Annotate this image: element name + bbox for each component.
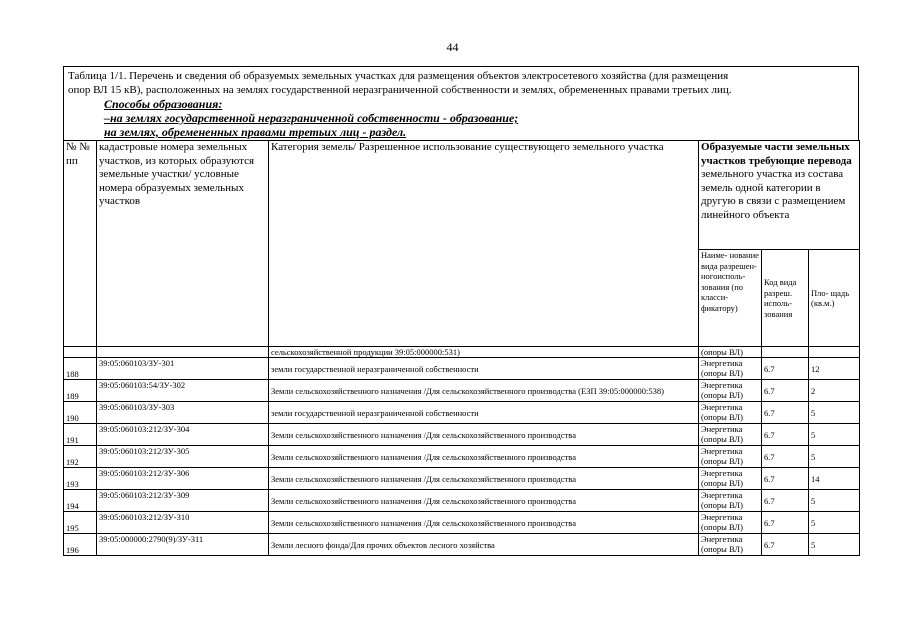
row-cadastral: 39:05:060103:212/ЗУ-306 xyxy=(97,468,269,490)
header-cadastral: кадастровые номера земельных участков, из которых образуются земельные участки/ условные номера образуемых земельных участков xyxy=(97,141,269,347)
row-use-code: 6.7 xyxy=(762,402,809,424)
row-category: Земли сельскохозяйственного назначения /Для сельскохозяйственного производства xyxy=(269,468,699,490)
row-area: 14 xyxy=(809,468,860,490)
row-number: 193 xyxy=(64,468,97,490)
row-area: 5 xyxy=(809,534,860,556)
row-use-name: Энергетика (опоры ВЛ) xyxy=(699,424,762,446)
table-row xyxy=(64,446,860,468)
row-number: 192 xyxy=(64,446,97,468)
caption-line-1: Таблица 1/1. Перечень и сведения об образуемых земельных участках для размещения объектов электросетевого хозяйства (для размещения xyxy=(68,70,729,82)
continuation-category: сельскохозяйственной продукции 39:05:000000:531) xyxy=(269,347,699,358)
row-area: 5 xyxy=(809,446,860,468)
row-number: 188 xyxy=(64,358,97,380)
subheader-code: Код вида разреш. исполь- зования xyxy=(762,250,809,347)
header-category: Категория земель/ Разрешенное использование существующего земельного участка xyxy=(269,141,699,347)
row-category: земли государственной неразграниченной собственности xyxy=(269,358,699,380)
subheader-name: Наиме- нование вида разрешен- ногоисполь- зования (по класси- фикатору) xyxy=(699,250,762,347)
row-number: 190 xyxy=(64,402,97,424)
row-use-name: Энергетика (опоры ВЛ) xyxy=(699,402,762,424)
row-category: Земли сельскохозяйственного назначения /Для сельскохозяйственного производства xyxy=(269,446,699,468)
row-use-name: Энергетика (опоры ВЛ) xyxy=(699,380,762,402)
row-category: Земли сельскохозяйственного назначения /Для сельскохозяйственного производства (ЕЗП 39:05:000000:538) xyxy=(269,380,699,402)
row-use-name: Энергетика (опоры ВЛ) xyxy=(699,446,762,468)
header-num: № № пп xyxy=(64,141,97,347)
row-cadastral: 39:05:060103:212/ЗУ-309 xyxy=(97,490,269,512)
way-1: –на землях государственной неразграниченной собственности - образование; xyxy=(104,111,519,125)
table-row xyxy=(64,468,860,490)
table-row xyxy=(64,380,860,402)
row-area: 5 xyxy=(809,490,860,512)
row-number: 196 xyxy=(64,534,97,556)
row-use-code: 6.7 xyxy=(762,512,809,534)
row-use-name: Энергетика (опоры ВЛ) xyxy=(699,358,762,380)
caption-line-2: опор ВЛ 15 кВ), расположенных на землях государственной неразграниченной собственности и землях, обремененных правами третьих лиц. xyxy=(68,84,732,96)
row-use-name: Энергетика (опоры ВЛ) xyxy=(699,468,762,490)
header-parts xyxy=(699,141,860,250)
continuation-row xyxy=(64,347,860,358)
table-row xyxy=(64,490,860,512)
row-area: 5 xyxy=(809,512,860,534)
row-use-name: Энергетика (опоры ВЛ) xyxy=(699,490,762,512)
row-area: 5 xyxy=(809,402,860,424)
row-use-code: 6.7 xyxy=(762,468,809,490)
row-number: 195 xyxy=(64,512,97,534)
row-category: земли государственной неразграниченной собственности xyxy=(269,402,699,424)
row-category: Земли лесного фонда/Для прочих объектов лесного хозяйства xyxy=(269,534,699,556)
row-use-name: Энергетика (опоры ВЛ) xyxy=(699,512,762,534)
row-cadastral: 39:05:060103:212/ЗУ-305 xyxy=(97,446,269,468)
table-row xyxy=(64,402,860,424)
row-number: 194 xyxy=(64,490,97,512)
row-use-code: 6.7 xyxy=(762,380,809,402)
header-parts-bold: Образуемые части земельных участков требующие перевода xyxy=(701,141,852,167)
row-use-code: 6.7 xyxy=(762,424,809,446)
row-use-code: 6.7 xyxy=(762,490,809,512)
header-parts-rest: земельного участка из состава земель одной категории в другую в связи с размещением линейного объекта xyxy=(701,168,846,221)
row-use-name: Энергетика (опоры ВЛ) xyxy=(699,534,762,556)
document-table-section xyxy=(63,66,859,556)
row-category: Земли сельскохозяйственного назначения /Для сельскохозяйственного производства xyxy=(269,512,699,534)
row-cadastral: 39:05:060103:212/ЗУ-304 xyxy=(97,424,269,446)
page-number: 44 xyxy=(446,40,459,54)
continuation-name: (опоры ВЛ) xyxy=(699,347,762,358)
land-plots-table xyxy=(63,140,860,556)
ways-title: Способы образования: xyxy=(104,97,223,111)
row-number: 191 xyxy=(64,424,97,446)
row-use-code: 6.7 xyxy=(762,358,809,380)
row-cadastral: 39:05:060103:54/ЗУ-302 xyxy=(97,380,269,402)
row-use-code: 6.7 xyxy=(762,534,809,556)
subheader-area: Пло- щадь (кв.м.) xyxy=(809,250,860,347)
table-header-row xyxy=(64,141,860,250)
row-area: 12 xyxy=(809,358,860,380)
row-use-code: 6.7 xyxy=(762,446,809,468)
row-category: Земли сельскохозяйственного назначения /Для сельскохозяйственного производства xyxy=(269,424,699,446)
row-category: Земли сельскохозяйственного назначения /Для сельскохозяйственного производства xyxy=(269,490,699,512)
row-cadastral: 39:05:060103/ЗУ-303 xyxy=(97,402,269,424)
table-row xyxy=(64,358,860,380)
table-row xyxy=(64,534,860,556)
row-area: 2 xyxy=(809,380,860,402)
table-caption xyxy=(63,66,859,140)
table-row xyxy=(64,424,860,446)
way-2: на землях, обремененных правами третьих лиц - раздел. xyxy=(104,125,407,139)
row-area: 5 xyxy=(809,424,860,446)
row-cadastral: 39:05:000000:2790(9)/ЗУ-311 xyxy=(97,534,269,556)
table-row xyxy=(64,512,860,534)
row-number: 189 xyxy=(64,380,97,402)
row-cadastral: 39:05:060103:212/ЗУ-310 xyxy=(97,512,269,534)
row-cadastral: 39:05:060103/ЗУ-301 xyxy=(97,358,269,380)
